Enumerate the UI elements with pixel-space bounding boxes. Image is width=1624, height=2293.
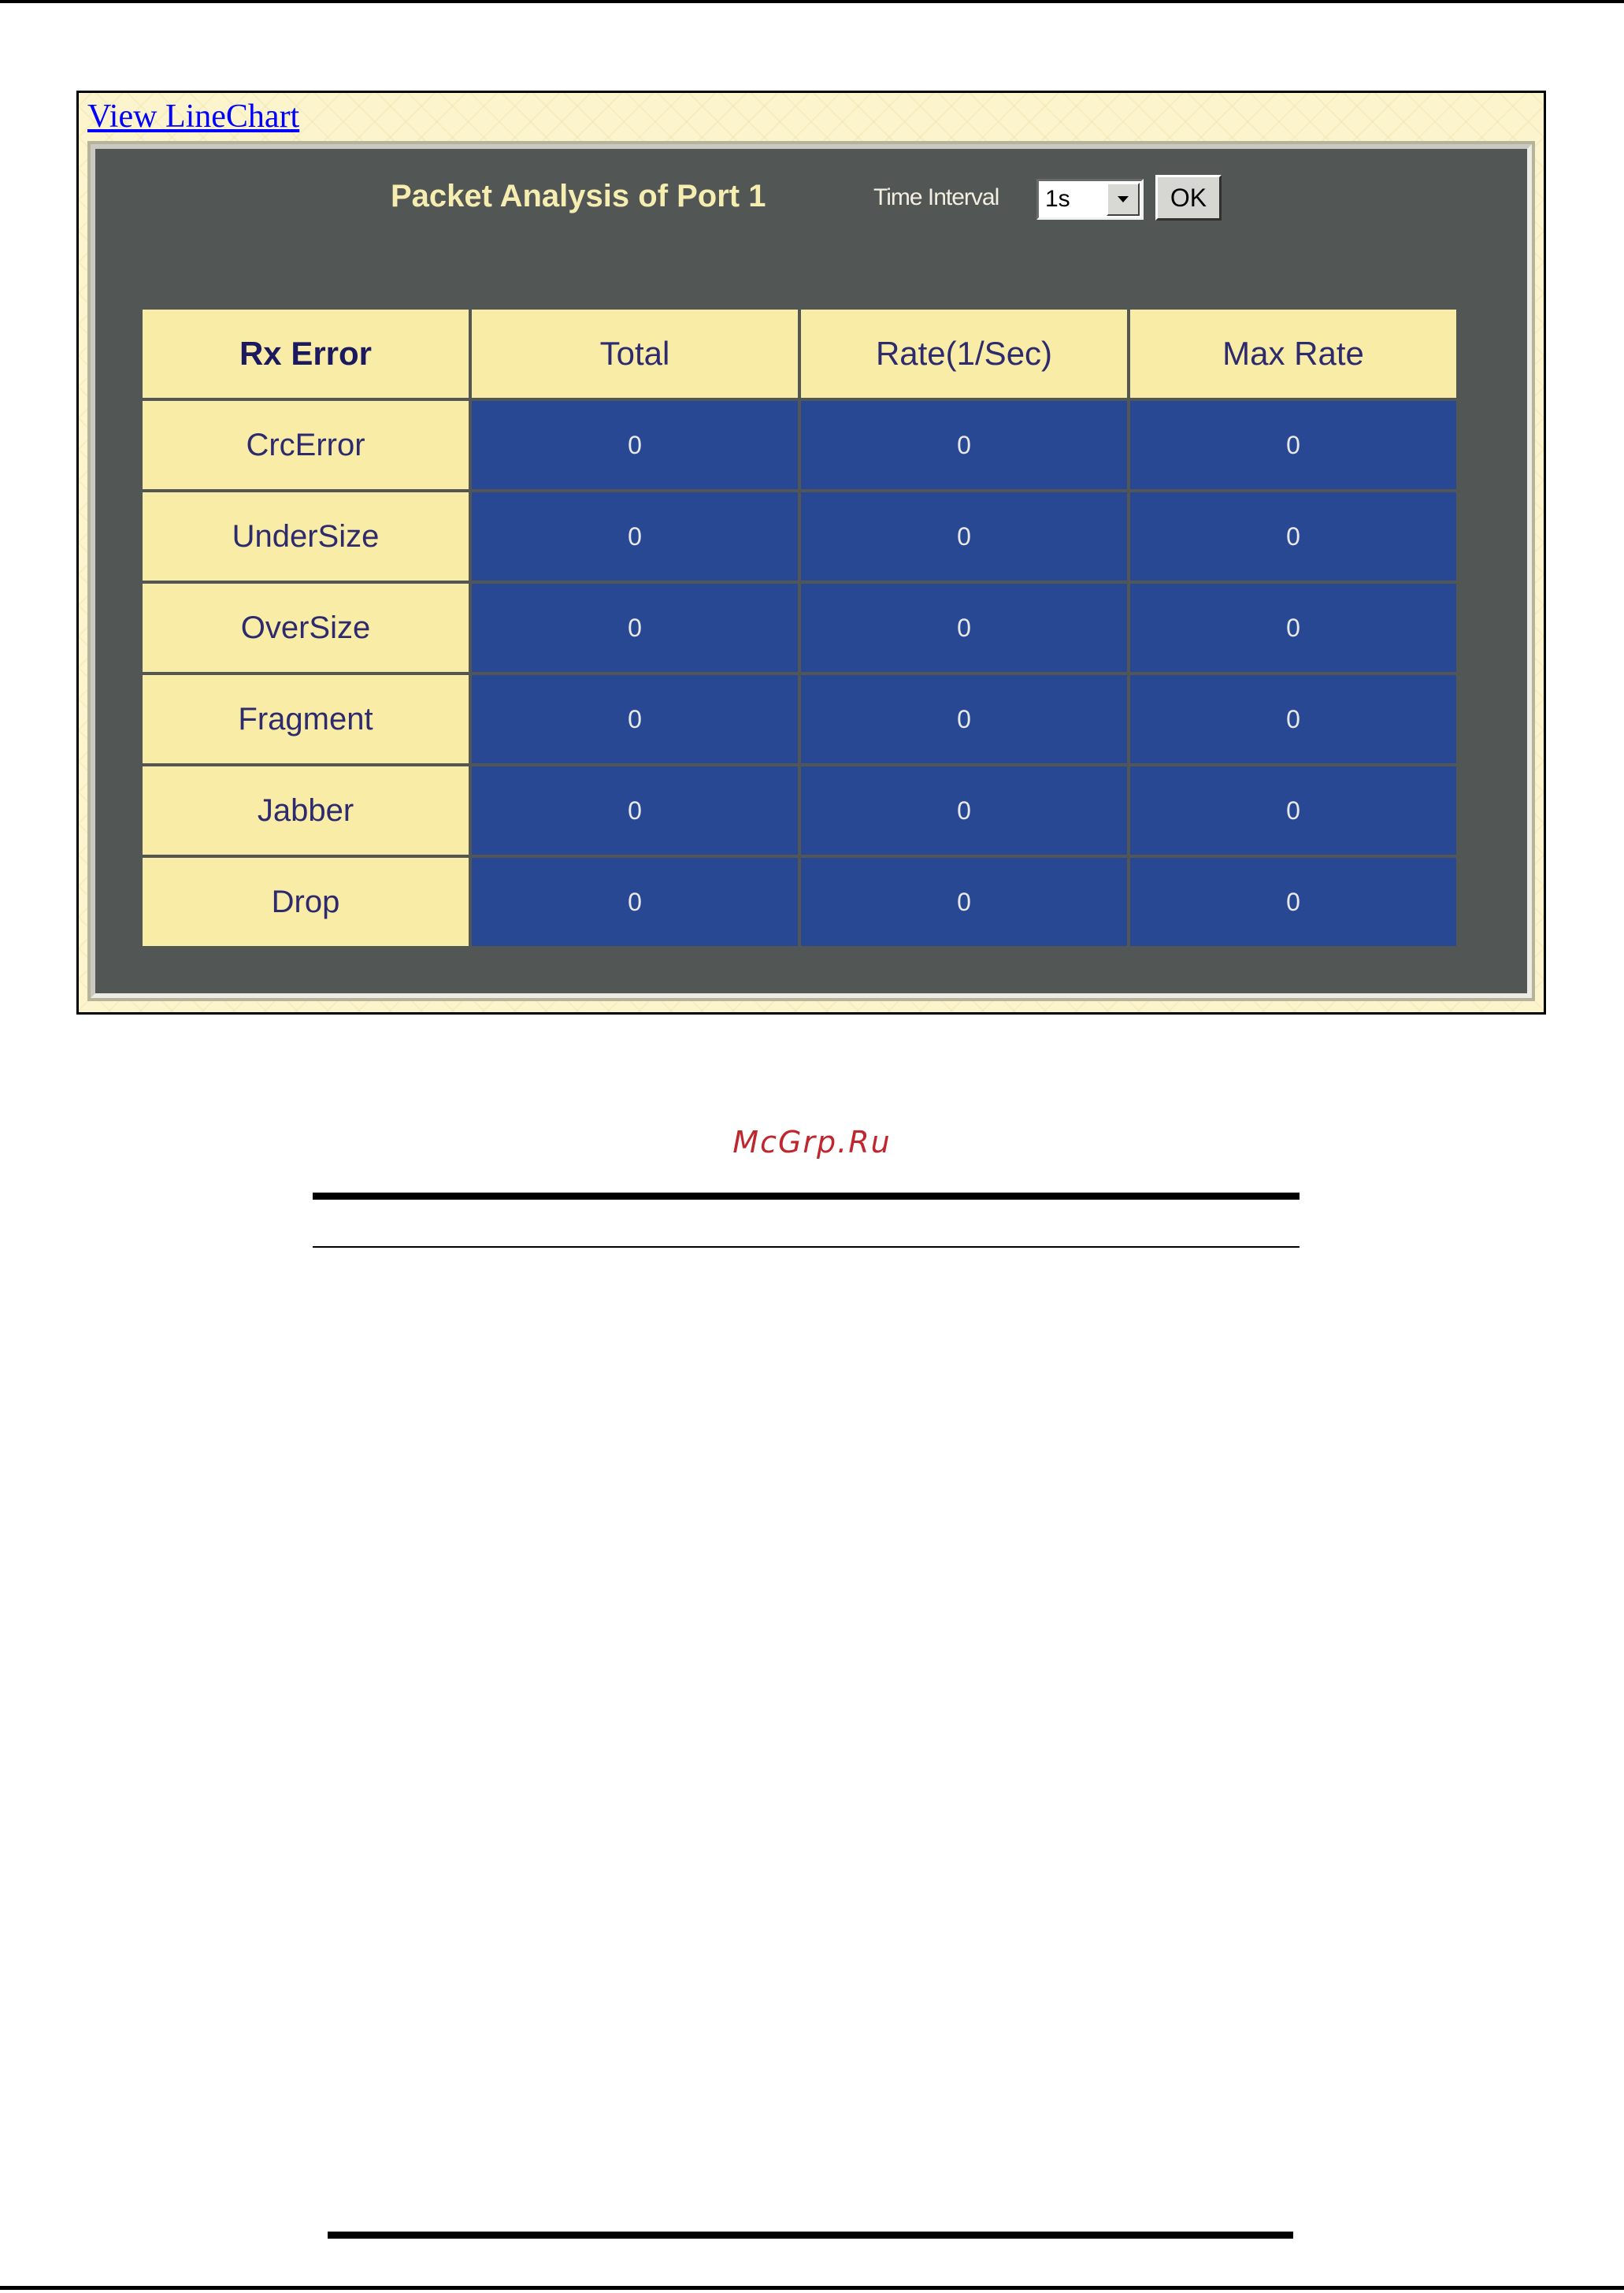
- column-header-rate: Rate(1/Sec): [799, 308, 1129, 399]
- table-row: [141, 582, 1458, 673]
- column-header-max-rate: Max Rate: [1129, 308, 1458, 399]
- watermark-text: McGrp.Ru: [732, 1125, 892, 1159]
- cell-max-rate: 0: [1129, 673, 1458, 765]
- cell-rate: 0: [799, 399, 1129, 491]
- time-interval-value: 1s: [1045, 186, 1070, 212]
- cell-rate: 0: [799, 491, 1129, 582]
- dropdown-button[interactable]: [1107, 183, 1140, 216]
- table-row: [141, 399, 1458, 491]
- view-linechart-link[interactable]: View LineChart: [87, 98, 300, 135]
- divider-thick: [313, 1193, 1300, 1200]
- cell-rate: 0: [799, 582, 1129, 673]
- page-title: Packet Analysis of Port 1: [391, 179, 766, 213]
- table-header-row: [141, 308, 1458, 399]
- ok-button[interactable]: OK: [1155, 175, 1222, 221]
- screenshot-frame: [76, 91, 1546, 1015]
- cell-total: 0: [470, 582, 799, 673]
- packet-analysis-panel: [91, 144, 1532, 998]
- cell-total: 0: [470, 399, 799, 491]
- table-row: [141, 765, 1458, 856]
- cell-rate: 0: [799, 765, 1129, 856]
- column-header-rx-error: Rx Error: [141, 308, 470, 399]
- cell-rate: 0: [799, 856, 1129, 948]
- top-rule: [0, 0, 1624, 3]
- row-label: Fragment: [141, 673, 470, 765]
- row-label: Jabber: [141, 765, 470, 856]
- cell-max-rate: 0: [1129, 582, 1458, 673]
- cell-max-rate: 0: [1129, 765, 1458, 856]
- row-label: OverSize: [141, 582, 470, 673]
- cell-max-rate: 0: [1129, 399, 1458, 491]
- row-label: UnderSize: [141, 491, 470, 582]
- cell-total: 0: [470, 673, 799, 765]
- table-row: [141, 491, 1458, 582]
- row-label: Drop: [141, 856, 470, 948]
- chevron-down-icon: [1116, 195, 1130, 204]
- bottom-rule: [0, 2286, 1624, 2290]
- cell-max-rate: 0: [1129, 491, 1458, 582]
- table-row: [141, 673, 1458, 765]
- row-label: CrcError: [141, 399, 470, 491]
- cell-total: 0: [470, 765, 799, 856]
- cell-total: 0: [470, 491, 799, 582]
- time-interval-label: Time Interval: [873, 184, 999, 210]
- divider-thin: [313, 1246, 1300, 1248]
- table-row: [141, 856, 1458, 948]
- cell-max-rate: 0: [1129, 856, 1458, 948]
- cell-total: 0: [470, 856, 799, 948]
- footer-rule: [328, 2232, 1293, 2239]
- rx-error-table: [139, 306, 1459, 949]
- column-header-total: Total: [470, 308, 799, 399]
- cell-rate: 0: [799, 673, 1129, 765]
- time-interval-select[interactable]: [1036, 179, 1144, 220]
